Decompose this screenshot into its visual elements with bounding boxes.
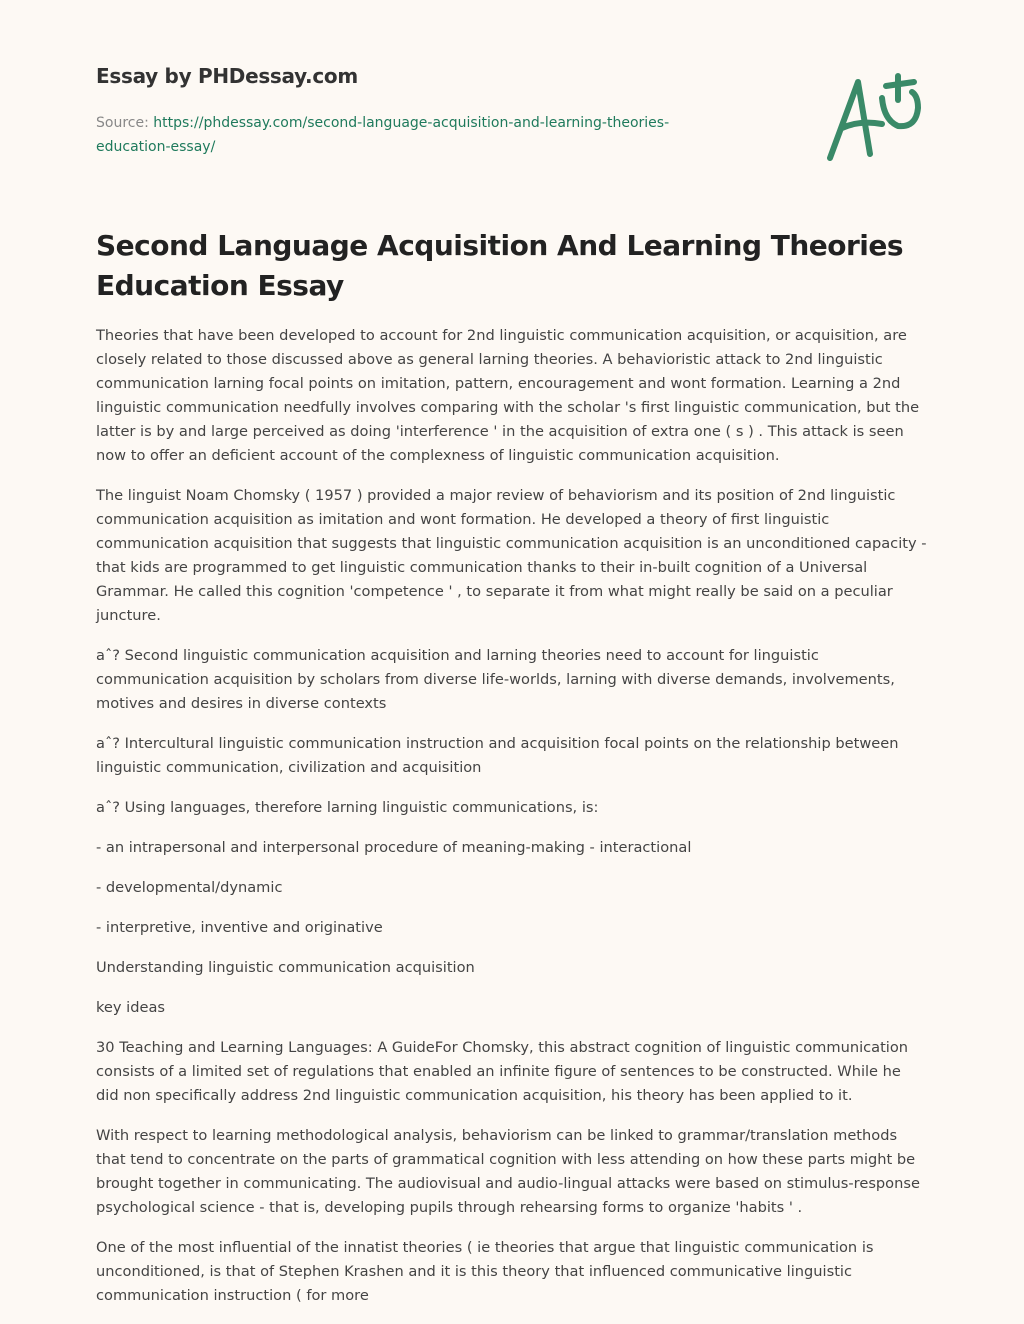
paragraph: Theories that have been developed to account for 2nd linguistic communication acquisition, or acquisition, are closely related to those discussed above as general larning theories. A behavioristic attack to 2nd linguistic communication larning focal points on imitation, pattern, encouragement and wont formation. Learning a 2nd linguistic communication needfully involves comparing with the scholar 's first linguistic communication, but the latter is by and large perceived as doing 'interference ' in the acquisition of extra one ( s ) . This attack is seen now to offer an deficient account of the complexness of linguistic communication acquisition. (96, 327, 920, 464)
paragraph: 30 Teaching and Learning Languages: A GuideFor Chomsky, this abstract cognition of linguistic communication consists of a limited set of regulations that enabled an infinite figure of sentences to be constructed. While he did non specifically address 2nd linguistic communication acquisition, his theory has been applied to it. (96, 1039, 909, 1104)
paragraph: aˆ? Using languages, therefore larning linguistic communications, is: (96, 799, 599, 816)
source-link[interactable]: https://phdessay.com/second-language-acquisition-and-learning-theories-education-essay/ (96, 115, 670, 155)
list-item: - an intrapersonal and interpersonal procedure of meaning-making - interactional (96, 839, 692, 856)
source-label: Source: (96, 115, 149, 131)
paragraph: key ideas (96, 999, 166, 1016)
paragraph: One of the most influential of the innatist theories ( ie theories that argue that linguistic communication is unconditioned, is that of Stephen Krashen and it is this theory that influenced communicative linguistic communication instruction ( for more (96, 1239, 874, 1304)
paragraph: aˆ? Second linguistic communication acquisition and larning theories need to account for linguistic communication acquisition by scholars from diverse life-worlds, larning with diverse demands, involvements, motives and desires in diverse contexts (96, 647, 895, 712)
page-title: Second Language Acquisition And Learning Theories Education Essay (96, 229, 904, 302)
list-item: - developmental/dynamic (96, 879, 283, 896)
list-item: - interpretive, inventive and originative (96, 919, 383, 936)
source-line (96, 111, 736, 159)
site-brand: Essay by PHDessay.com (96, 64, 358, 88)
essay-body (96, 324, 928, 1324)
paragraph: aˆ? Intercultural linguistic communication instruction and acquisition focal points on the relationship between linguistic communication, civilization and acquisition (96, 735, 899, 776)
paragraph: Understanding linguistic communication acquisition (96, 959, 475, 976)
paragraph: The linguist Noam Chomsky ( 1957 ) provided a major review of behaviorism and its position of 2nd linguistic communication acquisition as imitation and wont formation. He developed a theory of first linguistic communication acquisition that suggests that linguistic communication acquisition is an unconditioned capacity - that kids are programmed to get linguistic communication thanks to their in-built cognition of a Universal Grammar. He called this cognition 'competence ' , to separate it from what might really be said on a peculiar juncture. (96, 487, 927, 624)
paragraph: With respect to learning methodological analysis, behaviorism can be linked to grammar/translation methods that tend to concentrate on the parts of grammatical cognition with less attending on how these parts might be brought together in communicating. The audiovisual and audio-lingual attacks were based on stimulus-response psychological science - that is, developing pupils through rehearsing forms to organize 'habits ' . (96, 1127, 920, 1216)
a-plus-logo (820, 68, 930, 168)
